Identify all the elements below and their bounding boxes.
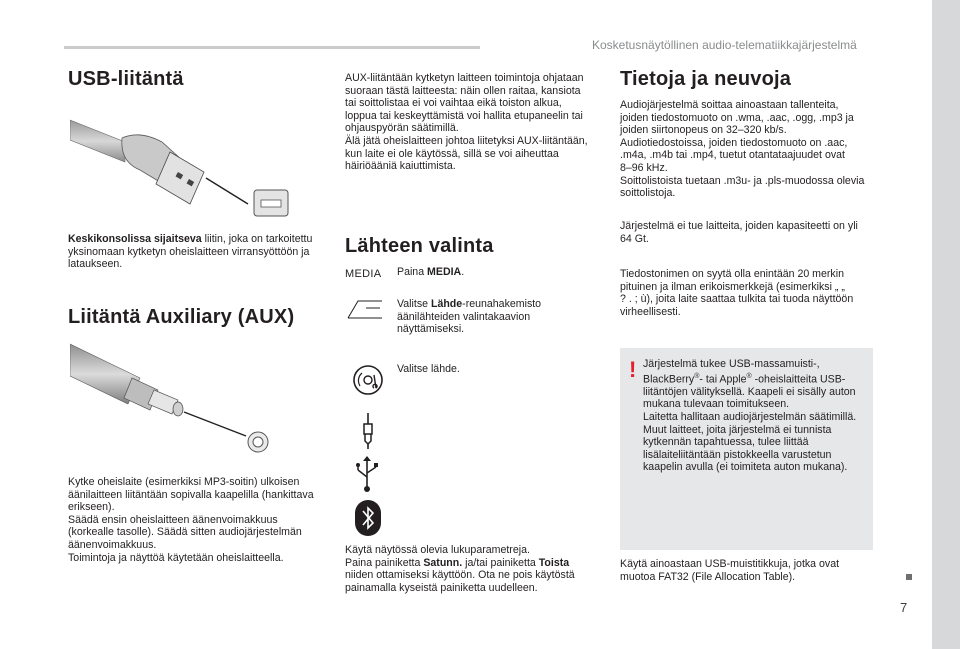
source-heading: Lähteen valinta (345, 235, 494, 257)
running-header: Kosketusnäytöllinen audio-telematiikkajärjestelmä (592, 38, 857, 52)
aux-jack-icon (358, 412, 378, 450)
warning-icon: ! (629, 357, 637, 382)
aux-control-text: AUX-liitäntään kytketyn laitteen toimintoja ohjataan suoraan tästä laitteesta: näin ollen raitaa, kansiota tai soittolistaa ei voi vaihtaa eikä toiston alkua, loppua tai keskeyttämistä voi hallita etupaneelin tai ohjauspyörän säätimillä. Älä jätä oheislaitteen johtoa liitetyksi AUX-liitäntään, kun laite ei ole käytössä, sillä se voi aiheuttaa häiriöääniä kaiuttimista. (345, 72, 588, 173)
tips-fat32-text: Käytä ainoastaan USB-muistitikkuja, jotka ovat muotoa FAT32 (File Allocation Table). (620, 558, 840, 583)
continued-marker (906, 574, 912, 580)
usb-symbol-icon (352, 455, 382, 493)
tips-capacity-text: Järjestelmä ei tue laitteita, joiden kapasiteetti on yli 64 Gt. (620, 220, 858, 245)
media-button-icon: MEDIA (345, 268, 382, 280)
aux-description: Kytke oheislaite (esimerkiksi MP3-soitin) ulkoisen äänilaitteen liitäntään sopivalla kaapelilla (hankittava erikseen). Säädä ensin oheislaitteen äänenvoimakkuus (korkealle tasolle). Säädä sitten audiojärjestelmän äänenvoimakkuus. Toimintoja ja näyttöä käytetään oheislaitteella. (68, 476, 314, 564)
page-number: 7 (900, 600, 908, 615)
tips-filename-text: Tiedostonimen on syytä olla enintään 20 merkin pituinen ja ilman erikoismerkkejä (esimerkiksi „ „ ? . ; ù), joita laite saattaa tulkita tai tuoda näyttöön virheellisesti. (620, 268, 854, 318)
tips-formats-text: Audiojärjestelmä soittaa ainoastaan tallenteita, joiden tiedostomuoto on .wma, .aac, .ogg, .mp3 ja joiden siirtonopeus on 32–320 kb/s. Audiotiedostoissa, joiden tiedostomuoto on .aac, .m4a, .m4b tai .mp4, tuetut otantataajuudet ovat 8–96 kHz. Soittolistoista tuetaan .m3u- ja .pls-muodossa olevia soittolistoja. (620, 99, 865, 200)
tips-heading: Tietoja ja neuvoja (620, 68, 792, 90)
cd-disc-icon (352, 364, 384, 396)
source-menu-icon (346, 298, 384, 320)
page-edge-tab (932, 0, 960, 649)
source-step-3: Valitse lähde. (397, 363, 460, 375)
header-rule (64, 46, 480, 49)
source-step-2: Valitse Lähde-reunahakemisto äänilähteiden valintakaavion näyttämiseksi. (397, 298, 542, 336)
aux-heading: Liitäntä Auxiliary (AUX) (68, 306, 295, 328)
source-step-1: Paina MEDIA. (397, 266, 465, 278)
usb-heading: USB-liitäntä (68, 68, 184, 90)
aux-jack-illustration (70, 338, 300, 456)
warning-note-text: Järjestelmä tukee USB-massamuisti-, BlackBerry®- tai Apple® -oheislaitteita USB- liitäntöjen välityksellä. Kaapeli ei sisälly auton mukana tulevaan toimitukseen. Laitetta hallitaan audiojärjestelmän säätimillä. Muut laitteet, joita järjestelmä ei tunnista kytkennän tapahtuessa, tulee liittää lisälaiteliitäntään pistokkeella varustetun kaapelin avulla (ei toimiteta auton mukana). (643, 358, 857, 474)
usb-description: Keskikonsolissa sijaitseva liitin, joka on tarkoitettu yksinomaan kytketyn oheislaitteen virransyöttöön ja lataukseen. (68, 233, 313, 271)
bluetooth-icon (354, 499, 382, 537)
usb-plug-illustration (70, 100, 300, 222)
source-footer-text: Käytä näytössä olevia lukuparametreja. Paina painiketta Satunn. ja/tai painiketta Toista niiden ottamiseksi käyttöön. Ota ne pois käytöstä painamalla kyseistä painiketta uudelleen. (345, 544, 575, 594)
